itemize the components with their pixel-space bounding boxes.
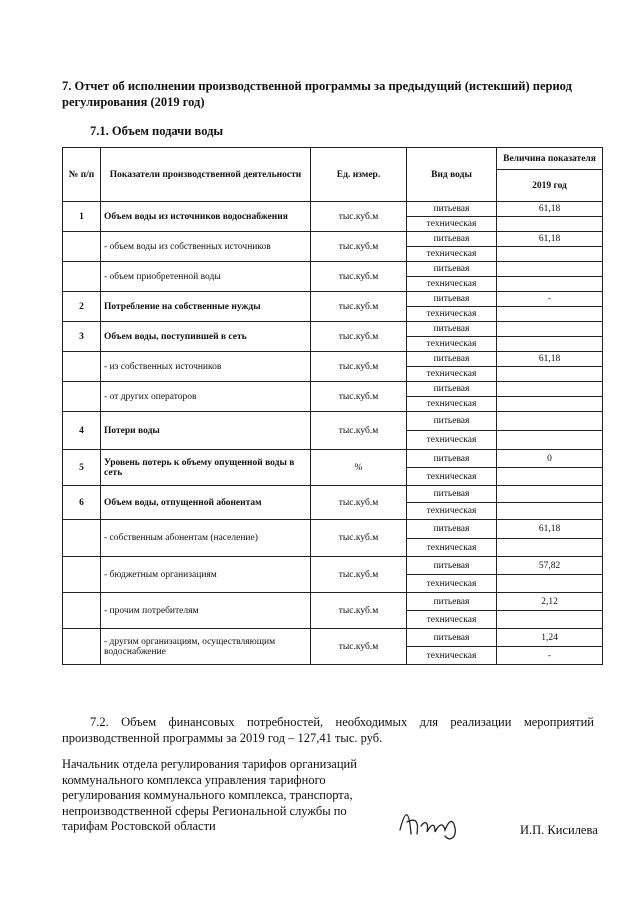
value-cell xyxy=(497,322,603,337)
value-cell xyxy=(497,468,603,486)
row-unit: тыс.куб.м xyxy=(311,292,407,322)
value-cell: 61,18 xyxy=(497,202,603,217)
row-number xyxy=(63,382,101,412)
table-row xyxy=(63,520,603,539)
table-row xyxy=(63,486,603,503)
table-row xyxy=(63,382,603,397)
water-type-cell: техническая xyxy=(407,431,497,450)
table-row xyxy=(63,322,603,337)
water-type-cell: питьевая xyxy=(407,202,497,217)
row-number: 6 xyxy=(63,486,101,520)
row-indicator: Объем воды, отпущенной абонентам xyxy=(101,486,311,520)
row-number: 2 xyxy=(63,292,101,322)
value-cell xyxy=(497,412,603,431)
table-row xyxy=(63,557,603,575)
header-year: 2019 год xyxy=(497,170,603,202)
table-row xyxy=(63,292,603,307)
row-unit: % xyxy=(311,450,407,486)
value-cell: 1,24 xyxy=(497,629,603,647)
financial-needs-paragraph: 7.2. Объем финансовых потребностей, необходимых для реализации мероприятий производственной программы за 2019 год – 127,41 тыс. руб. xyxy=(62,715,594,745)
subsection-heading: 7.1. Объем подачи воды xyxy=(90,124,224,138)
value-cell: 57,82 xyxy=(497,557,603,575)
water-type-cell: техническая xyxy=(407,468,497,486)
value-cell xyxy=(497,539,603,557)
water-type-cell: техническая xyxy=(407,575,497,593)
value-cell xyxy=(497,262,603,277)
signatory-name: И.П. Кисилева xyxy=(520,823,598,837)
row-indicator: - от других операторов xyxy=(101,382,311,412)
row-number xyxy=(63,629,101,665)
value-cell: 2,12 xyxy=(497,593,603,611)
row-indicator: Потери воды xyxy=(101,412,311,450)
water-type-cell: питьевая xyxy=(407,412,497,431)
value-cell: 61,18 xyxy=(497,352,603,367)
water-type-cell: питьевая xyxy=(407,593,497,611)
water-type-cell: питьевая xyxy=(407,232,497,247)
water-supply-table xyxy=(62,147,603,665)
water-type-cell: техническая xyxy=(407,307,497,322)
row-unit: тыс.куб.м xyxy=(311,593,407,629)
header-water-type: Вид воды xyxy=(407,148,497,202)
water-type-cell: техническая xyxy=(407,217,497,232)
row-number xyxy=(63,352,101,382)
value-cell xyxy=(497,307,603,322)
table-row xyxy=(63,412,603,431)
table-row xyxy=(63,262,603,277)
row-unit: тыс.куб.м xyxy=(311,322,407,352)
water-type-cell: питьевая xyxy=(407,486,497,503)
water-type-cell: питьевая xyxy=(407,352,497,367)
section-heading: 7. Отчет об исполнении производственной программы за предыдущий (истекший) период регулирования (2019 год) xyxy=(62,79,572,109)
water-type-cell: техническая xyxy=(407,503,497,520)
row-unit: тыс.куб.м xyxy=(311,262,407,292)
water-type-cell: питьевая xyxy=(407,557,497,575)
table-row xyxy=(63,593,603,611)
value-cell: 61,18 xyxy=(497,520,603,539)
table-row xyxy=(63,629,603,647)
value-cell xyxy=(497,247,603,262)
value-cell: - xyxy=(497,292,603,307)
value-cell xyxy=(497,431,603,450)
value-cell xyxy=(497,397,603,412)
row-number xyxy=(63,262,101,292)
value-cell xyxy=(497,486,603,503)
value-cell xyxy=(497,277,603,292)
row-indicator: - объем воды из собственных источников xyxy=(101,232,311,262)
water-type-cell: питьевая xyxy=(407,382,497,397)
row-number: 5 xyxy=(63,450,101,486)
water-type-cell: техническая xyxy=(407,647,497,665)
row-indicator: - из собственных источников xyxy=(101,352,311,382)
water-type-cell: питьевая xyxy=(407,629,497,647)
table-row xyxy=(63,202,603,217)
water-type-cell: питьевая xyxy=(407,520,497,539)
value-cell: 0 xyxy=(497,450,603,468)
header-unit: Ед. измер. xyxy=(311,148,407,202)
row-number: 3 xyxy=(63,322,101,352)
value-cell xyxy=(497,503,603,520)
header-indicator: Показатели производственной деятельности xyxy=(101,148,311,202)
header-value: Величина показателя xyxy=(497,148,603,170)
value-cell xyxy=(497,611,603,629)
row-indicator: Потребление на собственные нужды xyxy=(101,292,311,322)
value-cell xyxy=(497,337,603,352)
water-type-cell: питьевая xyxy=(407,322,497,337)
value-cell xyxy=(497,575,603,593)
row-unit: тыс.куб.м xyxy=(311,557,407,593)
row-number: 1 xyxy=(63,202,101,232)
row-number xyxy=(63,557,101,593)
row-indicator: - объем приобретенной воды xyxy=(101,262,311,292)
water-type-cell: техническая xyxy=(407,539,497,557)
row-indicator: - прочим потребителям xyxy=(101,593,311,629)
signature-title: Начальник отдела регулирования тарифов организаций коммунального комплекса управления тарифного регулирования коммунального комплекса, транспорта, непроизводственной сферы Региональной службы по тарифам Ростовской области xyxy=(62,757,357,833)
water-type-cell: питьевая xyxy=(407,262,497,277)
value-cell xyxy=(497,217,603,232)
row-indicator: - бюджетным организациям xyxy=(101,557,311,593)
row-unit: тыс.куб.м xyxy=(311,202,407,232)
row-unit: тыс.куб.м xyxy=(311,382,407,412)
row-unit: тыс.куб.м xyxy=(311,520,407,557)
table-row xyxy=(63,450,603,468)
row-number xyxy=(63,520,101,557)
water-type-cell: техническая xyxy=(407,611,497,629)
water-type-cell: техническая xyxy=(407,277,497,292)
value-cell xyxy=(497,382,603,397)
value-cell: - xyxy=(497,647,603,665)
row-indicator: Уровень потерь к объему опущенной воды в сеть xyxy=(101,450,311,486)
row-indicator: Объем воды из источников водоснабжения xyxy=(101,202,311,232)
row-number xyxy=(63,593,101,629)
water-type-cell: техническая xyxy=(407,337,497,352)
row-unit: тыс.куб.м xyxy=(311,232,407,262)
row-unit: тыс.куб.м xyxy=(311,629,407,665)
row-indicator: Объем воды, поступившей в сеть xyxy=(101,322,311,352)
row-number xyxy=(63,232,101,262)
water-type-cell: питьевая xyxy=(407,450,497,468)
value-cell: 61,18 xyxy=(497,232,603,247)
row-number: 4 xyxy=(63,412,101,450)
row-unit: тыс.куб.м xyxy=(311,486,407,520)
water-type-cell: питьевая xyxy=(407,292,497,307)
table-row xyxy=(63,232,603,247)
row-unit: тыс.куб.м xyxy=(311,352,407,382)
water-type-cell: техническая xyxy=(407,397,497,412)
row-indicator: - другим организациям, осуществляющим водоснабжение xyxy=(101,629,311,665)
handwritten-signature xyxy=(395,800,475,845)
value-cell xyxy=(497,367,603,382)
water-type-cell: техническая xyxy=(407,247,497,262)
row-unit: тыс.куб.м xyxy=(311,412,407,450)
table-row xyxy=(63,352,603,367)
water-type-cell: техническая xyxy=(407,367,497,382)
header-num: № п/п xyxy=(63,148,101,202)
row-indicator: - собственным абонентам (население) xyxy=(101,520,311,557)
